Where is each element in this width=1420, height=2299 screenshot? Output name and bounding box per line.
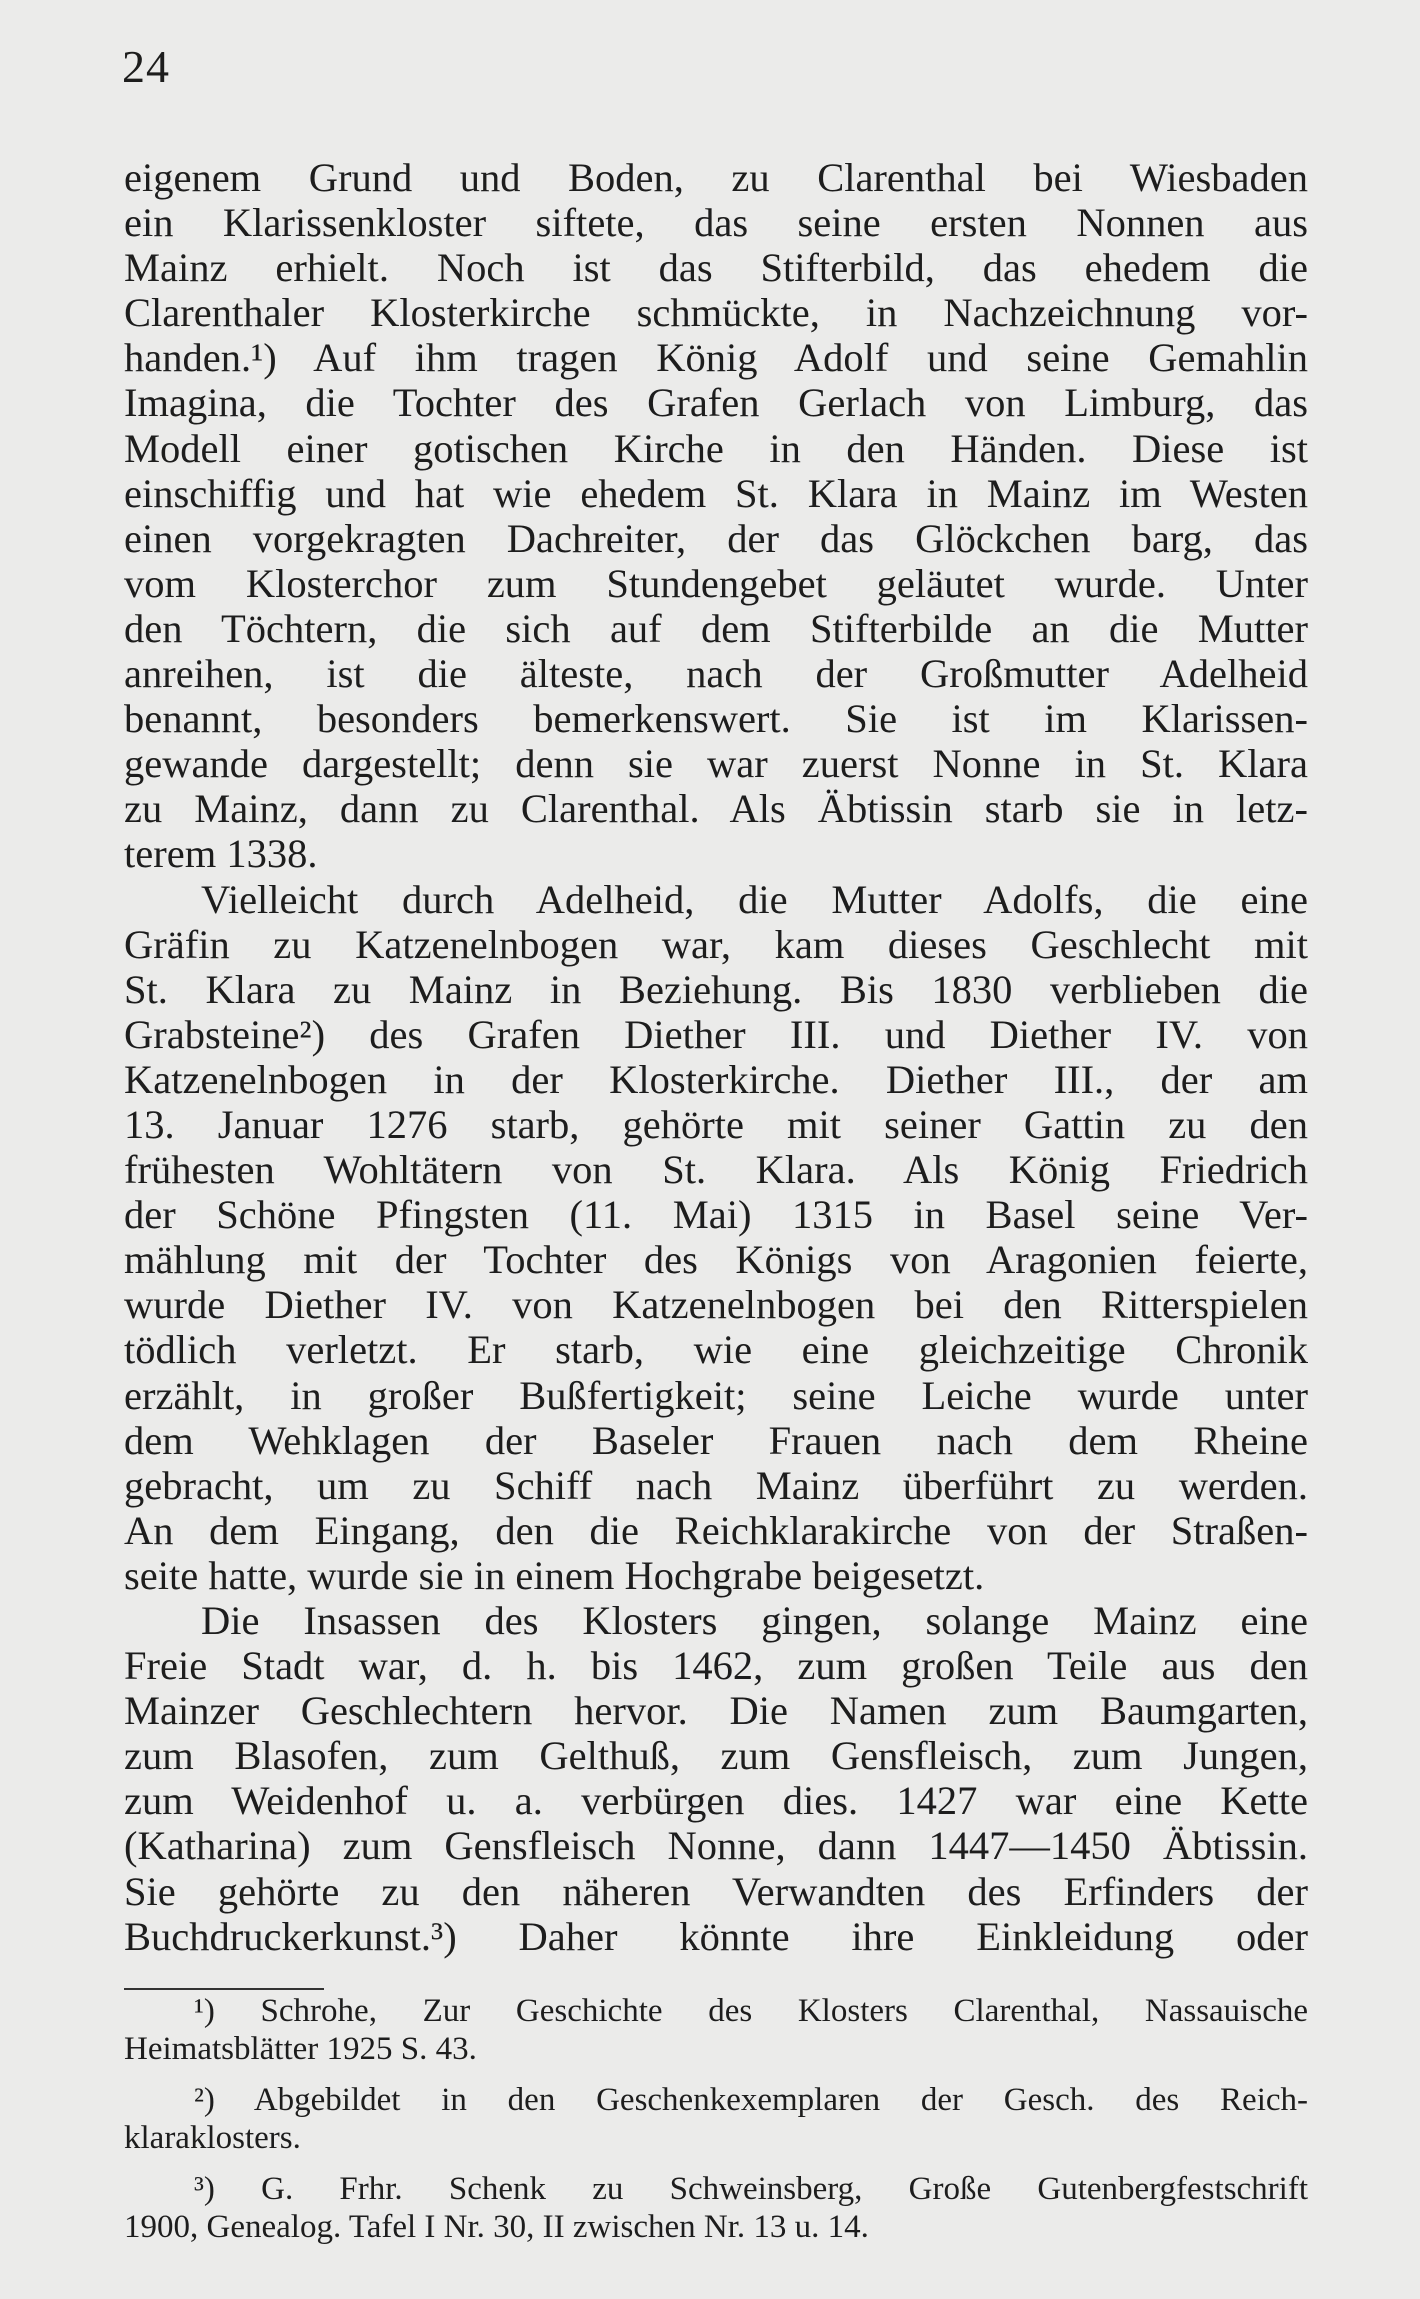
text-line: terem 1338. [124, 831, 318, 877]
text-line: zu Mainz, dann zu Clarenthal. Als Äbtissin starb sie in letz- [124, 786, 1308, 832]
footnote-divider [124, 1988, 324, 1990]
text-line: wurde Diether IV. von Katzenelnbogen bei den Ritterspielen [124, 1282, 1308, 1328]
text-line: Katzenelnbogen in der Klosterkirche. Diether III., der am [124, 1056, 1308, 1102]
text-line: ein Klarissenkloster siftete, das seine ersten Nonnen aus [124, 200, 1308, 246]
text-line: Gräfin zu Katzenelnbogen war, kam dieses Geschlecht mit [124, 921, 1308, 967]
text-line: erzählt, in großer Bußfertigkeit; seine Leiche wurde unter [124, 1372, 1308, 1418]
text-line: mählung mit der Tochter des Königs von Aragonien feierte, [124, 1237, 1308, 1283]
footnote-line: 1900, Genealog. Tafel I Nr. 30, II zwischen Nr. 13 u. 14. [124, 2208, 869, 2245]
text-line: Vielleicht durch Adelheid, die Mutter Adolfs, die eine [201, 876, 1308, 922]
text-line: (Katharina) zum Gensfleisch Nonne, dann 1447—1450 Äbtissin. [124, 1823, 1308, 1869]
text-line: benannt, besonders bemerkenswert. Sie ist im Klarissen- [124, 696, 1308, 742]
text-line: einen vorgekragten Dachreiter, der das Glöckchen barg, das [124, 515, 1308, 561]
text-line: frühesten Wohltätern von St. Klara. Als König Friedrich [124, 1147, 1308, 1193]
footnote-line: ¹) Schrohe, Zur Geschichte des Klosters Clarenthal, Nassauische [194, 1993, 1308, 2029]
footnote-line: ²) Abgebildet in den Geschenkexemplaren der Gesch. des Reich- [194, 2082, 1308, 2118]
footnote-line: klaraklosters. [124, 2119, 301, 2156]
text-line: der Schöne Pfingsten (11. Mai) 1315 in Basel seine Ver- [124, 1192, 1308, 1238]
text-line: St. Klara zu Mainz in Beziehung. Bis 1830 verblieben die [124, 966, 1308, 1012]
text-line: vom Klosterchor zum Stundengebet geläutet wurde. Unter [124, 560, 1308, 606]
text-line: dem Wehklagen der Baseler Frauen nach dem Rheine [124, 1417, 1308, 1463]
footnotes [124, 1993, 1308, 2246]
text-line: Grabsteine²) des Grafen Diether III. und Diether IV. von [124, 1011, 1308, 1057]
text-line: Mainz erhielt. Noch ist das Stifterbild, das ehedem die [124, 245, 1308, 291]
page-number: 24 [122, 41, 170, 92]
text-line: zum Weidenhof u. a. verbürgen dies. 1427 war eine Kette [124, 1778, 1308, 1824]
footnote-line: ³) G. Frhr. Schenk zu Schweinsberg, Große Gutenbergfestschrift [194, 2171, 1308, 2207]
text-line: Freie Stadt war, d. h. bis 1462, zum großen Teile aus den [124, 1643, 1308, 1689]
text-line: handen.¹) Auf ihm tragen König Adolf und seine Gemahlin [124, 335, 1308, 381]
text-line: gewande dargestellt; denn sie war zuerst Nonne in St. Klara [124, 741, 1308, 787]
text-line: Die Insassen des Klosters gingen, solange Mainz eine [201, 1598, 1308, 1643]
text-line: anreihen, ist die älteste, nach der Großmutter Adelheid [124, 651, 1308, 697]
text-line: Sie gehörte zu den näheren Verwandten des Erfinders der [124, 1868, 1308, 1914]
text-line: gebracht, um zu Schiff nach Mainz überführt zu werden. [124, 1462, 1308, 1508]
text-line: eigenem Grund und Boden, zu Clarenthal bei Wiesbaden [124, 155, 1308, 200]
body-text [124, 155, 1308, 1959]
text-line: seite hatte, wurde sie in einem Hochgrabe beigesetzt. [124, 1552, 985, 1598]
text-line: Clarenthaler Klosterkirche schmückte, in Nachzeichnung vor- [124, 290, 1308, 336]
text-line: Mainzer Geschlechtern hervor. Die Namen zum Baumgarten, [124, 1688, 1308, 1734]
text-line: 13. Januar 1276 starb, gehörte mit seiner Gattin zu den [124, 1101, 1308, 1147]
text-line: An dem Eingang, den die Reichklarakirche von der Straßen- [124, 1507, 1308, 1553]
text-line: Buchdruckerkunst.³) Daher könnte ihre Einkleidung oder [124, 1913, 1308, 1959]
text-line: einschiffig und hat wie ehedem St. Klara in Mainz im Westen [124, 470, 1308, 516]
text-line: Imagina, die Tochter des Grafen Gerlach von Limburg, das [124, 380, 1308, 426]
text-line: tödlich verletzt. Er starb, wie eine gleichzeitige Chronik [124, 1327, 1308, 1373]
text-line: den Töchtern, die sich auf dem Stifterbilde an die Mutter [124, 605, 1308, 651]
footnote-line: Heimatsblätter 1925 S. 43. [124, 2030, 477, 2067]
text-line: Modell einer gotischen Kirche in den Händen. Diese ist [124, 425, 1308, 471]
text-line: zum Blasofen, zum Gelthuß, zum Gensfleisch, zum Jungen, [124, 1733, 1308, 1779]
